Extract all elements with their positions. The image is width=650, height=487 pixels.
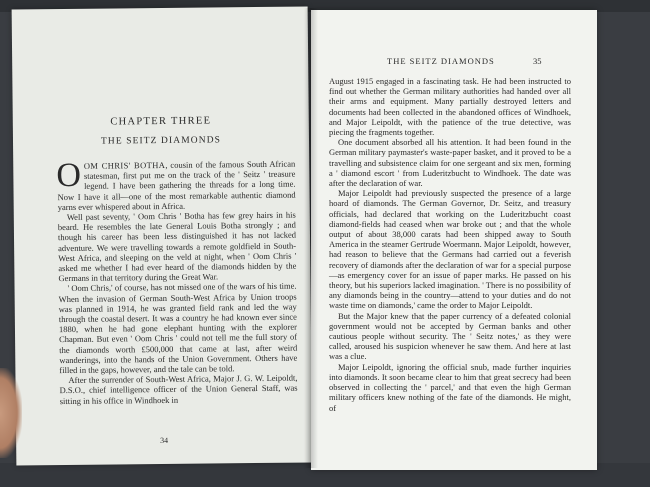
- left-page-body: [56, 156, 298, 406]
- right-paragraph-2: One document absorbed all his attention. It had been found in the German military paymaster's waste-paper basket, and it proved to be a travelling and subsistence claim for one sergeant and six men, forming a ' diamond escort ' from Luderitzbucht to Windhoek. The date was after the declaration of war.: [329, 137, 571, 189]
- left-paragraph-1: [56, 156, 296, 213]
- running-head: THE SEITZ DIAMONDS: [387, 56, 495, 66]
- page-number-left: 34: [160, 435, 169, 446]
- book-gutter: [304, 8, 318, 468]
- left-paragraph-1-text: , cousin of the famous South African statesman, first put me on the track of the ' Seitz ' treasure legend. I have been gathering the threads for a long time. Now I have it all—one of the most remarkable authentic diamond yarns ever whispered about in Africa.: [57, 158, 296, 212]
- left-paragraph-2: Well past seventy, ' Oom Chris ' Botha has few grey hairs in his beard. He resembles the late General Louis Botha strongly ; and though his career has been less distinguished it has not lacked adventure. We were travelling towards a remote goldfield in South-West Africa, and sleeping on the veld at night, when ' Oom Chris ' asked me whether I had ever heard of the diamonds hidden by the Germans in that territory during the Great War.: [57, 209, 297, 284]
- chapter-title: THE SEITZ DIAMONDS: [100, 135, 222, 147]
- left-paragraph-3: ' Oom Chris,' of course, has not missed one of the wars of his time. When the invasion of German South-West Africa by Union troops was planned in 1914, he was granted field rank and led the way through the coastal desert. It was a country he had known ever since 1880, when he had gone elephant hunting with the explorer Chapman. But even ' Oom Chris ' could not tell me the full story of the diamonds worth £500,000 that came at last, after weird wanderings, into the hands of the Union Government. Others have filled in the gaps, however, and the tale can be told.: [58, 281, 298, 376]
- right-paragraph-4: But the Major knew that the paper currency of a defeated colonial government would not be accepted by German banks and other cautious people without security. The ' Seitz notes,' as they were called, aroused his suspicion whenever he saw them. And here at last was a clue.: [329, 310, 571, 362]
- chapter-label: CHAPTER THREE: [110, 115, 212, 128]
- right-paragraph-1: August 1915 engaged in a fascinating task. He had been instructed to find out whether the German military authorities had handed over all their arms and equipment. Many partially destroyed letters and documents had been collected in the abandoned offices of Windhoek, and Major Leipoldt, with the patience of the true detective, was piecing the fragments together.: [329, 76, 571, 138]
- lead-caps: OM CHRIS' BOTHA: [83, 159, 166, 171]
- right-paragraph-5: Major Leipoldt, ignoring the official snub, made further inquiries into diamonds. It soon became clear to him that great secrecy had been observed in collecting the ' parcel,' and that even the high German military officers knew nothing of the fate of the diamonds. He might, of: [329, 361, 571, 413]
- right-paragraph-3: Major Leipoldt had previously suspected the presence of a large hoard of diamonds. The German Governor, Dr. Seitz, and treasury officials, had declared that working on the Luderitzbucht coast diamond-fields had ceased when war broke out ; and that the whole output of about 38,000 carats had been shipped away to South America in the steamer Gertrude Woermann. Major Leipoldt, however, had reason to believe that the Germans had carried out a feverish recovery of diamonds after the declaration of war for a special purpose—as emergency cover for an issue of paper marks. He passed on his theory, but his superiors lacked imagination. ' There is no possibility of any diamonds being in the country—attend to your duties and do not waste time on diamonds,' came the order to Major Leipoldt.: [329, 188, 571, 311]
- page-number-right: 35: [533, 56, 542, 66]
- drop-cap: O: [56, 156, 82, 195]
- left-page: [12, 6, 313, 465]
- right-page-body: [329, 76, 571, 413]
- left-paragraph-4: After the surrender of South-West Africa, Major J. G. W. Leipoldt, D.S.O., chief intelligence officer of the Union General Staff, was sitting in his office in Windhoek in: [59, 372, 298, 406]
- thumb: [0, 368, 22, 458]
- right-page: [311, 10, 597, 470]
